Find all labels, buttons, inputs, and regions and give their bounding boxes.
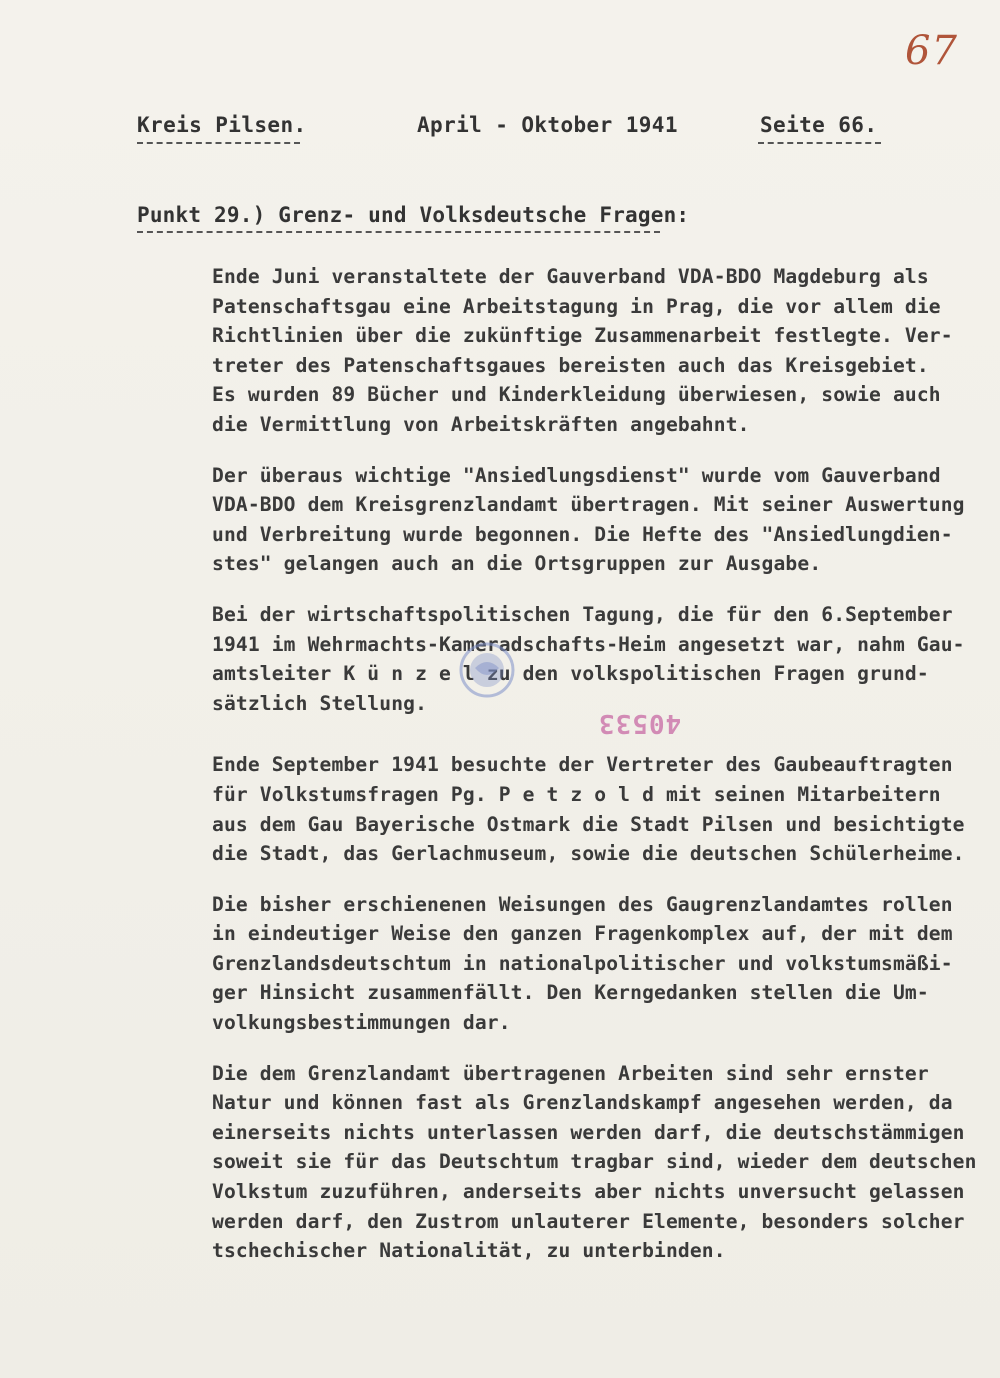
text-line: Natur und können fast als Grenzlandskampf angesehen werden, da	[212, 1091, 953, 1115]
text-line: für Volkstumsfragen Pg. P e t z o l d mit seinen Mitarbeitern	[212, 782, 941, 806]
text-line: Die dem Grenzlandamt übertragenen Arbeiten sind sehr ernster	[212, 1061, 929, 1085]
document-body	[212, 262, 982, 1287]
header-district-underline	[137, 142, 300, 144]
text-line: Es wurden 89 Bücher und Kinderkleidung überwiesen, sowie auch	[212, 383, 941, 407]
text-line: ger Hinsicht zusammenfällt. Den Kerngedanken stellen die Um-	[212, 981, 929, 1005]
text-line: Der überaus wichtige "Ansiedlungsdienst" wurde vom Gauverband	[212, 463, 941, 487]
paragraph-2	[212, 461, 982, 579]
text-line: sätzlich Stellung.	[212, 691, 428, 715]
paragraph-1	[212, 262, 982, 440]
archive-seal-stamp	[455, 638, 519, 702]
text-line: und Verbreitung wurde begonnen. Die Hefte des "Ansiedlungdien-	[212, 522, 953, 546]
archive-number-stamp: 40533	[598, 708, 682, 738]
header-page-label: Seite 66.	[760, 113, 878, 137]
paragraph-5	[212, 890, 982, 1038]
text-line: Volkstum zuzuführen, anderseits aber nichts unversucht gelassen	[212, 1180, 965, 1204]
text-line: Die bisher erschienenen Weisungen des Gaugrenzlandamtes rollen	[212, 892, 953, 916]
text-line: Bei der wirtschaftspolitischen Tagung, die für den 6.September	[212, 602, 953, 626]
paragraph-6	[212, 1059, 982, 1266]
header-district: Kreis Pilsen.	[137, 113, 307, 137]
text-line: treter des Patenschaftsgaues bereisten auch das Kreisgebiet.	[212, 353, 929, 377]
text-line: 1941 im Wehrmachts-Kameradschafts-Heim angesetzt war, nahm Gau-	[212, 632, 965, 656]
text-line: einerseits nichts unterlassen werden darf, die deutschstämmigen	[212, 1120, 965, 1144]
text-line: Ende Juni veranstaltete der Gauverband VDA-BDO Magdeburg als	[212, 265, 929, 288]
section-heading-underline	[137, 231, 660, 233]
text-line: werden darf, den Zustrom unlauterer Elemente, besonders solcher	[212, 1209, 965, 1233]
handwritten-page-number: 67	[905, 28, 958, 74]
paragraph-4	[212, 750, 982, 868]
header-period: April - Oktober 1941	[417, 113, 678, 137]
text-line: VDA-BDO dem Kreisgrenzlandamt übertragen. Mit seiner Auswertung	[212, 493, 965, 517]
text-line: Patenschaftsgau eine Arbeitstagung in Prag, die vor allem die	[212, 294, 941, 318]
text-line: Richtlinien über die zukünftige Zusammenarbeit festlegte. Ver-	[212, 324, 953, 348]
text-line: die Stadt, das Gerlachmuseum, sowie die deutschen Schülerheime.	[212, 842, 965, 866]
text-line: tschechischer Nationalität, zu unterbinden.	[212, 1239, 726, 1263]
text-line: stes" gelangen auch an die Ortsgruppen zur Ausgabe.	[212, 552, 822, 576]
text-line: Grenzlandsdeutschtum in nationalpolitischer und volkstumsmäßi-	[212, 951, 953, 975]
text-line: soweit sie für das Deutschtum tragbar sind, wieder dem deutschen	[212, 1150, 977, 1174]
text-line: volkungsbestimmungen dar.	[212, 1011, 511, 1035]
header-page-underline	[758, 142, 881, 144]
text-line: amtsleiter K ü n z e l zu den volkspolitischen Fragen grund-	[212, 662, 929, 686]
text-line: aus dem Gau Bayerische Ostmark die Stadt Pilsen und besichtigte	[212, 812, 965, 836]
paragraph-3	[212, 600, 982, 718]
text-line: in eindeutiger Weise den ganzen Fragenkomplex auf, der mit dem	[212, 922, 953, 946]
text-line: Ende September 1941 besuchte der Vertreter des Gaubeauftragten	[212, 753, 953, 777]
text-line: die Vermittlung von Arbeitskräften angebahnt.	[212, 412, 750, 436]
section-heading: Punkt 29.) Grenz- und Volksdeutsche Fragen:	[137, 203, 690, 227]
